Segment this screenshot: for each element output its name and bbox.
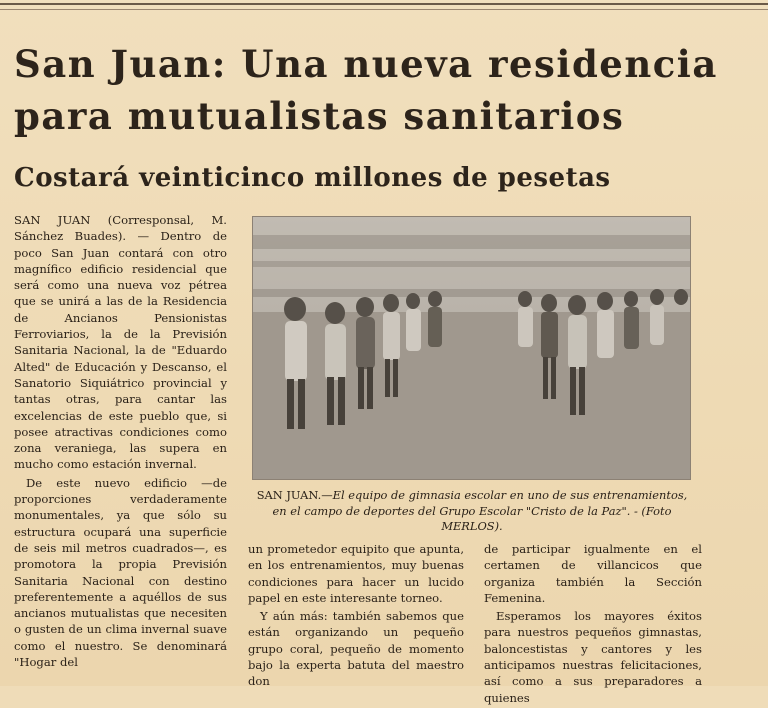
gymnastics-team-photo: [252, 216, 691, 480]
paragraph: un prometedor equipito que apunta, en los entrenamientos, muy buenas condiciones para hacer un lucido papel en este interesante torneo.: [248, 542, 464, 605]
middle-column: [248, 541, 464, 692]
photo-caption: [250, 488, 694, 535]
paragraph: De este nuevo edificio —de proporciones verdaderamente monumentales, ya que sólo su estructura ocupará una superficie de seis mil metros cuadrados—, es promotora la propia Previsión Sanitaria Nacional con destino preferentemente a aquéllos de sus ancianos mutualistas que necesiten o gusten de un clima invernal suave como el nuestro. Se denominará "Hogar del: [14, 475, 227, 670]
caption-lead: SAN JUAN.: [256, 488, 322, 502]
photo-image: [253, 217, 690, 479]
caption-text: —El equipo de gimnasia escolar en uno de sus entrenamientos, en el campo de deportes del Grupo Escolar "Cristo de la Paz". - (Foto MERLOS).: [272, 488, 688, 533]
headline-line-1: San Juan: Una nueva residencia: [14, 42, 718, 86]
top-rule-thin: [0, 9, 768, 10]
headline-line-2: para mutualistas sanitarios: [14, 94, 625, 138]
top-rule: [0, 3, 768, 5]
left-column: [14, 212, 227, 672]
paragraph: de participar igualmente en el certamen de villancicos que organiza también la Sección Femenina.: [484, 542, 702, 605]
headline: [14, 38, 754, 142]
paragraph: Y aún más: también sabemos que están organizando un pequeño grupo coral, pequeño de momento bajo la experta batuta del maestro don: [248, 609, 464, 689]
paragraph: Esperamos los mayores éxitos para nuestros pequeños gimnastas, baloncestistas y cantores y les anticipamos nuestras felicitaciones, así como a sus preparadores a quienes: [484, 609, 702, 705]
subheadline: Costará veinticinco millones de pesetas: [14, 163, 611, 193]
right-column: [484, 541, 702, 708]
paragraph: SAN JUAN (Corresponsal, M. Sánchez Buades). — Dentro de poco San Juan contará con otro magnífico edificio residencial que será como una nueva voz pétrea que se unirá a las de la Residencia de Ancianos Pensionistas Ferroviarios, la de la Previsión Sanitaria Nacional, la de "Eduardo Alted" de Educación y Descanso, el Sanatorio Siquiátrico provincial y tantas otras, para cantar las excelencias de este pueblo que, si posee atractivas condiciones como zona veraniega, las supera en mucho como estación invernal.: [14, 213, 227, 472]
